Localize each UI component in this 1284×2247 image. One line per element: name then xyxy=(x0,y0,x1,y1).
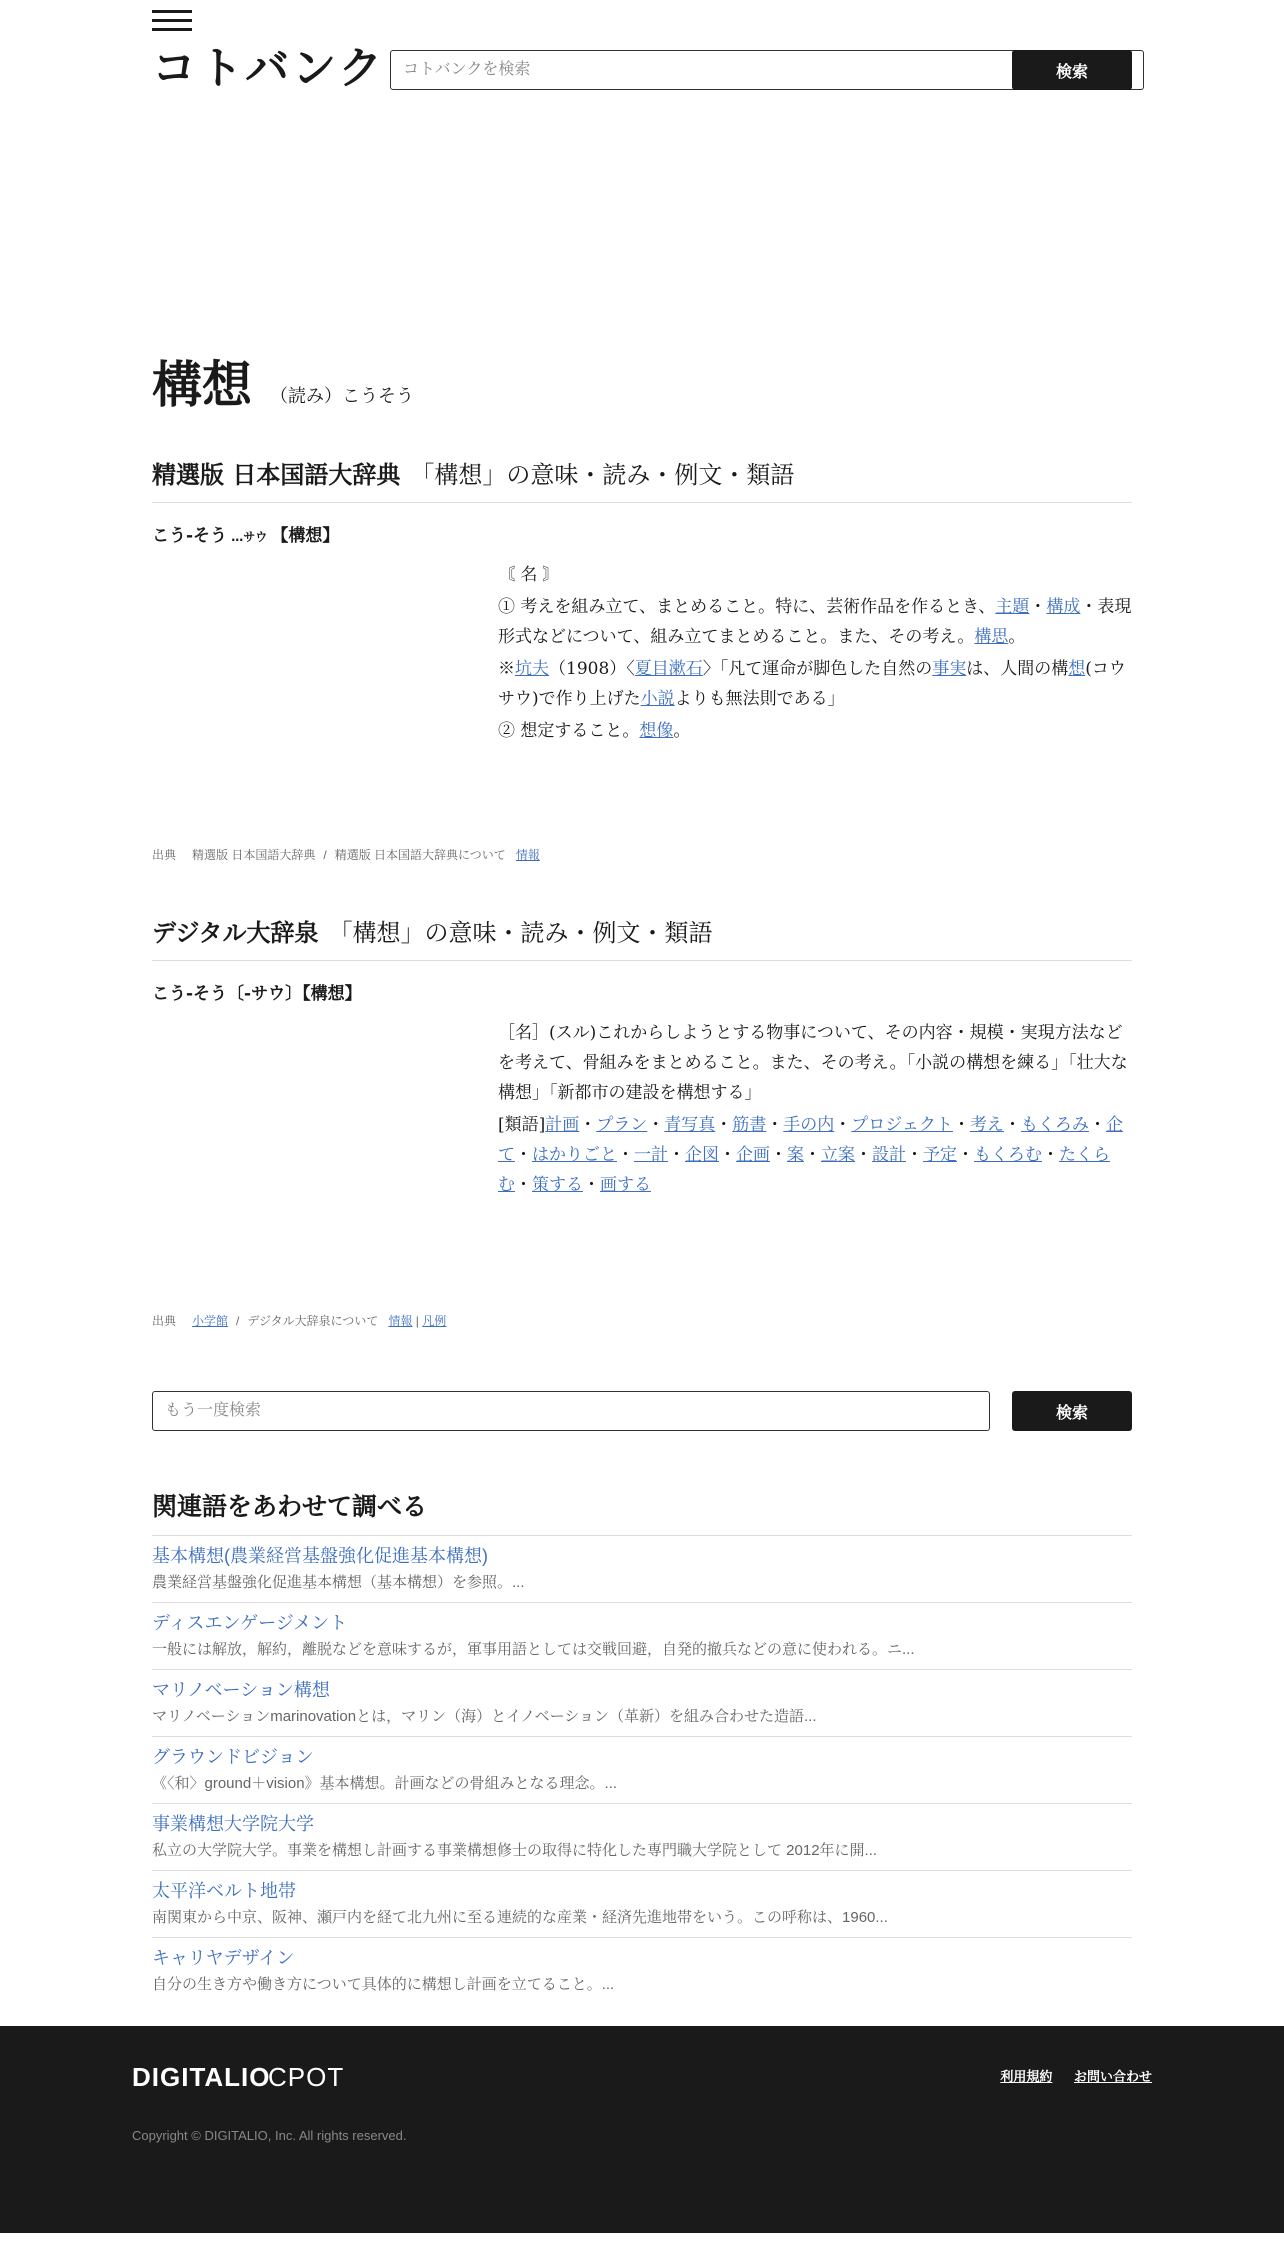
link-shousetsu[interactable]: 小説 xyxy=(640,689,675,709)
related-item-desc: 自分の生き方や働き方について具体的に構想し計画を立てること。... xyxy=(152,1976,615,1993)
digitalio-logo[interactable]: DIGITALIO xyxy=(132,2062,271,2092)
related-item xyxy=(152,1603,1132,1670)
related-item-link[interactable]: マリノベーション構想 xyxy=(152,1680,330,1700)
site-footer xyxy=(0,2026,1284,2233)
related-item-desc: 《〈和〉ground＋vision》基本構想。計画などの骨組みとなる理念。... xyxy=(152,1775,618,1792)
source-line: 出典 精選版 日本国語大辞典 / 精選版 日本国語大辞典について 情報 xyxy=(152,848,540,862)
link-koushi[interactable]: 構思 xyxy=(974,627,1009,647)
link-souzou[interactable]: 想像 xyxy=(639,721,674,741)
synonym-link[interactable]: 計画 xyxy=(545,1115,580,1135)
definition-2: ② 想定すること。想像。 xyxy=(498,721,691,741)
page-title: 構想 xyxy=(152,356,252,414)
related-item-link[interactable]: キャリヤデザイン xyxy=(152,1948,295,1968)
terms-link[interactable]: 利用規約 xyxy=(1000,2069,1053,2084)
related-item-link[interactable]: ディスエンゲージメント xyxy=(152,1613,348,1633)
dict-subtitle: 「構想」の意味・読み・例文・類語 xyxy=(328,919,713,947)
synonym-link[interactable]: たくらむ xyxy=(498,1145,1110,1195)
synonym-link[interactable]: 案 xyxy=(787,1145,804,1165)
related-item-desc: 農業経営基盤強化促進基本構想（基本構想）を参照。... xyxy=(152,1574,525,1591)
source-info-link[interactable]: 情報 xyxy=(515,848,540,862)
synonym-link[interactable]: 一計 xyxy=(634,1145,668,1165)
entry-heading: こう-そう〔-サウ〕【構想】 xyxy=(152,984,362,1004)
ad-space xyxy=(152,130,1132,355)
synonym-link[interactable]: 企画 xyxy=(736,1145,770,1165)
word-title-row xyxy=(152,355,1132,455)
related-item xyxy=(152,1737,1132,1804)
site-header xyxy=(152,0,1132,130)
link-kousei[interactable]: 構成 xyxy=(1046,597,1081,617)
related-item-desc: 一般には解放，解約，離脱などを意味するが，軍事用語としては交戦回避，自発的撤兵などの意に使われる。ニ... xyxy=(152,1641,915,1658)
synonym-link[interactable]: もくろむ xyxy=(974,1145,1042,1165)
synonym-link[interactable]: もくろみ xyxy=(1020,1115,1089,1135)
related-item-link[interactable]: 事業構想大学院大学 xyxy=(152,1814,314,1834)
related-item xyxy=(152,1670,1132,1737)
menu-icon[interactable] xyxy=(152,10,192,32)
related-item xyxy=(152,1536,1132,1603)
related-title: 関連語をあわせて調べる xyxy=(152,1487,1132,1536)
definition-1: ① 考えを組み立て、まとめること。特に、芸術作品を作るとき、主題・構成・表現形式などについて、組み立てまとめること。また、その考え。構思。 xyxy=(498,597,1132,647)
example-quote: ※坑夫（1908）〈夏目漱石〉「凡て運命が脚色した自然の事実は、人間の構想(コウサウ)で作り上げた小説よりも無法則である」 xyxy=(498,659,1126,709)
synonym-link[interactable]: プロジェクト xyxy=(851,1115,953,1135)
search-again-button[interactable]: 検索 xyxy=(1012,1391,1132,1431)
contact-link[interactable]: お問い合わせ xyxy=(1073,2069,1152,2084)
related-item-desc: マリノベーションmarinovationとは，マリン（海）とイノベーション（革新）を組み合わせた造語... xyxy=(152,1708,817,1725)
synonym-link[interactable]: プラン xyxy=(596,1115,648,1135)
link-koufu[interactable]: 坑夫 xyxy=(515,659,549,679)
entry-heading: こう-そう …サウ 【構想】 xyxy=(152,526,340,546)
related-item xyxy=(152,1804,1132,1871)
related-item xyxy=(152,1938,1132,2005)
link-souseki[interactable]: 夏目漱石 xyxy=(634,659,703,679)
footer-links xyxy=(982,2066,1152,2085)
synonym-link[interactable]: 予定 xyxy=(923,1145,957,1165)
synonym-link[interactable]: はかりごと xyxy=(532,1145,617,1165)
related-item-desc: 南関東から中京、阪神、瀬戸内を経て北九州に至る連続的な産業・経済先進地帯をいう。この呼称は、1960... xyxy=(152,1909,888,1926)
dict-section-seisenban xyxy=(152,455,1132,863)
synonym-link[interactable]: 考え xyxy=(969,1115,1004,1135)
dict-name: 精選版 日本国語大辞典 xyxy=(152,461,401,489)
synonym-link[interactable]: 画する xyxy=(600,1175,651,1195)
synonym-link[interactable]: 企図 xyxy=(685,1145,719,1165)
dict-name: デジタル大辞泉 xyxy=(152,919,319,947)
synonyms: [類語]計画・プラン・青写真・筋書・手の内・プロジェクト・考え・もくろみ・企て・はかりごと・一計・企図・企画・案・立案・設計・予定・もくろむ・たくらむ・策する・画する xyxy=(498,1115,1123,1195)
related-item-desc: 私立の大学院大学。事業を構想し計画する事業構想修士の取得に特化した専門職大学院として 2012年に開... xyxy=(152,1842,878,1859)
synonym-link[interactable]: 青写真 xyxy=(664,1115,716,1135)
related-words xyxy=(152,1487,1132,2005)
related-item-link[interactable]: 太平洋ベルト地帯 xyxy=(152,1881,296,1901)
synonym-link[interactable]: 立案 xyxy=(821,1145,855,1165)
entry-body xyxy=(498,560,1132,746)
synonym-link[interactable]: 手の内 xyxy=(783,1115,835,1135)
reading: （読み）こうそう xyxy=(270,386,414,407)
synonym-link[interactable]: 筋書 xyxy=(732,1115,767,1135)
dict-header xyxy=(152,913,1132,961)
link-jijitsu[interactable]: 事実 xyxy=(932,659,967,679)
dict-section-daijisen xyxy=(152,913,1132,1329)
bottom-search xyxy=(152,1391,1132,1431)
search-again-input[interactable] xyxy=(152,1391,990,1431)
dict-subtitle: 「構想」の意味・読み・例文・類語 xyxy=(410,461,795,489)
entry-body xyxy=(498,1018,1132,1200)
cpot-logo[interactable]: CPOT xyxy=(268,2062,345,2092)
synonym-link[interactable]: 設計 xyxy=(872,1145,906,1165)
related-item-link[interactable]: グラウンドビジョン xyxy=(152,1747,314,1767)
related-item xyxy=(152,1871,1132,1938)
search-button[interactable]: 検索 xyxy=(1012,50,1132,90)
source-info-link[interactable]: 情報 xyxy=(388,1314,413,1328)
copyright: Copyright © DIGITALIO, Inc. All rights reserved. xyxy=(132,2128,407,2143)
synonym-link[interactable]: 策する xyxy=(532,1175,583,1195)
link-shudai[interactable]: 主題 xyxy=(995,597,1030,617)
related-item-link[interactable]: 基本構想(農業経営基盤強化促進基本構想) xyxy=(152,1546,488,1566)
link-sou[interactable]: 想 xyxy=(1068,659,1086,679)
site-logo[interactable]: コトバンク xyxy=(152,43,386,94)
definition: ［名］(スル)これからしようとする物事について、その内容・規模・実現方法などを考えて、骨組みをまとめること。また、その考え。「小説の構想を練る」「壮大な構想」「新都市の建設を構想する」 xyxy=(498,1023,1128,1103)
source-line: 出典 小学館 / デジタル大辞泉について 情報 | 凡例 xyxy=(152,1314,447,1328)
pos-label: 〘 名 〙 xyxy=(498,565,560,585)
dict-header xyxy=(152,455,1132,503)
synonym-link[interactable]: 企て xyxy=(498,1115,1123,1165)
source-hanrei-link[interactable]: 凡例 xyxy=(422,1314,447,1328)
publisher-link[interactable]: 小学館 xyxy=(192,1314,229,1328)
